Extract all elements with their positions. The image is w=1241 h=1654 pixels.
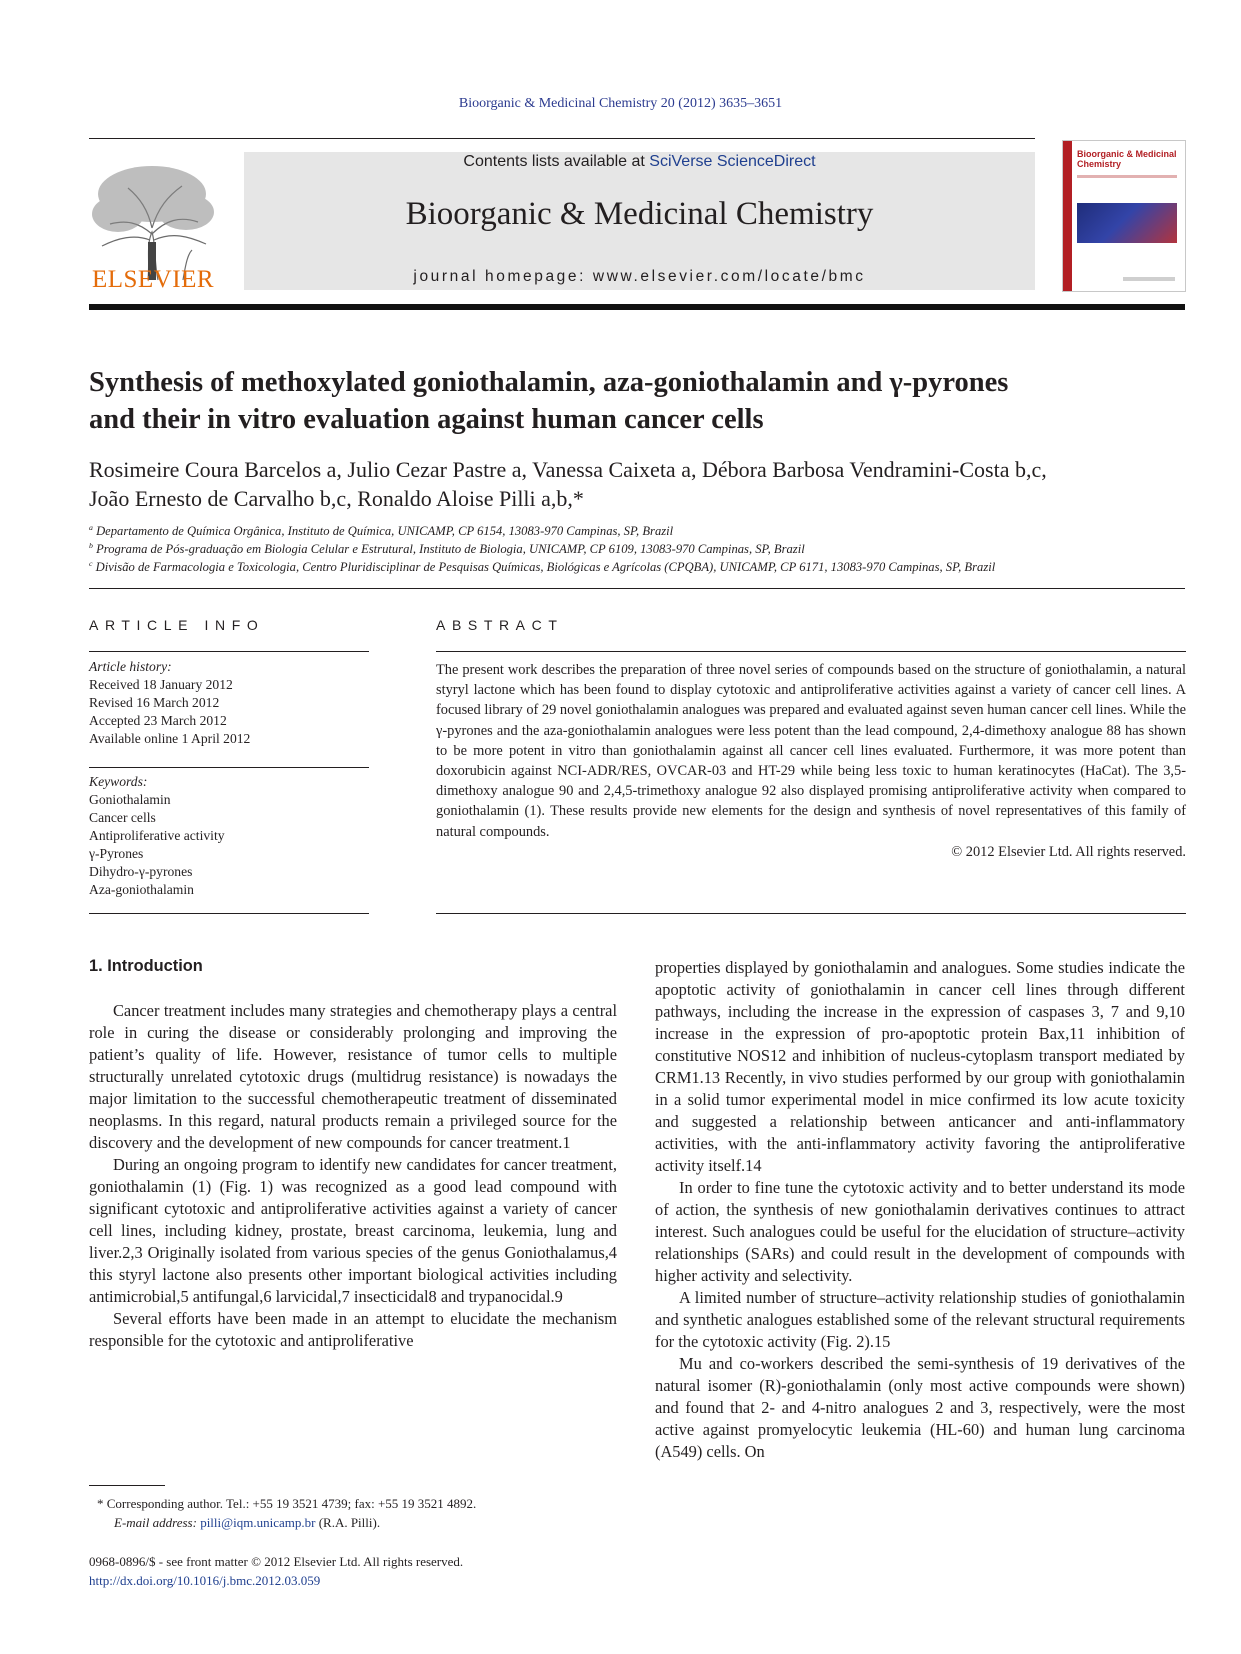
journal-citation: Bioorganic & Medicinal Chemistry 20 (2012) 3635–3651: [458, 96, 783, 111]
history-revised: Revised 16 March 2012: [89, 695, 220, 710]
author-list: [89, 455, 1189, 513]
keyword-item: γ-Pyrones: [89, 846, 144, 861]
article-info-bottom-rule: [89, 913, 369, 914]
contents-prefix: Contents lists available at: [463, 153, 650, 170]
sciencedirect-link[interactable]: SciVerse ScienceDirect: [649, 153, 816, 170]
issn-line: 0968-0896/$ - see front matter © 2012 Elsevier Ltd. All rights reserved.: [89, 1554, 464, 1569]
abstract-bottom-rule: [436, 913, 1186, 914]
abstract-heading: ABSTRACT: [436, 617, 564, 633]
history-online: Available online 1 April 2012: [89, 731, 251, 746]
article-info-rule: [89, 651, 369, 652]
keywords-rule: [89, 767, 369, 768]
history-label: Article history:: [89, 659, 172, 674]
affiliations-rule: [89, 588, 1185, 589]
left-column: [89, 1000, 617, 1352]
email-label: E-mail address:: [114, 1515, 201, 1530]
paragraph: In order to fine tune the cytotoxic activity and to better understand its mode of action, the synthesis of new goniothalamin derivatives continues to attract interest. Such analogues could be useful for the elucidation of structure–activity relationships (SARs) and could result in the development of compounds with higher activity and selectivity.: [655, 1178, 1185, 1285]
keyword-item: Antiproliferative activity: [89, 828, 225, 843]
email-link[interactable]: pilli@iqm.unicamp.br: [200, 1515, 316, 1530]
affiliation-a: $^a$ Departamento de Química Orgânica, Instituto de Química, UNICAMP, CP 6154, 13083-970 Campinas, SP, Brazil: [89, 522, 674, 538]
authors-line-1: Rosimeire Coura Barcelos a, Julio Cezar Pastre a, Vanessa Caixeta a, Débora Barbosa Vendramini-Costa b,c,: [89, 457, 1047, 482]
paragraph: Several efforts have been made in an attempt to elucidate the mechanism responsible for the cytotoxic and antiproliferative: [89, 1309, 617, 1350]
abstract-body: [436, 660, 1186, 862]
authors-line-2: João Ernesto de Carvalho b,c, Ronaldo Aloise Pilli a,b,*: [89, 486, 584, 511]
footnote-rule: [89, 1485, 165, 1486]
journal-title: Bioorganic & Medicinal Chemistry: [405, 196, 874, 232]
header-thick-rule: [89, 304, 1185, 310]
keywords: [89, 773, 369, 899]
email-line: [114, 1513, 634, 1532]
history-received: Received 18 January 2012: [89, 677, 233, 692]
abstract-text: The present work describes the preparation of three novel series of compounds based on the structure of goniothalamin, a natural styryl lactone which has been found to display cytotoxic and antiproliferative activities against a variety of cancer cell lines. A focused library of 29 novel goniothalamin analogues was prepared and evaluated against seven human cancer cell lines. While the γ-pyrones and the aza-goniothalamin analogues were less potent than the lead compound, 2,4-dimethoxy analogue 88 has shown to be more potent in vitro than goniothalamin against all cancer cell lines evaluated. Furthermore, it was more potent than doxorubicin against NCI-ADR/RES, OVCAR-03 and HT-29 while being less toxic to human keratinocytes (HaCat). The 3,5-dimethoxy analogue 90 and 2,4,5-trimethoxy analogue 92 also displayed promising antiproliferative activity when compared to goniothalamin (1). These results provide new elements for the design and synthesis of novel representatives of this family of natural compounds.: [436, 662, 1186, 840]
header-rule: [89, 138, 1035, 139]
history-accepted: Accepted 23 March 2012: [89, 713, 227, 728]
abstract-rule: [436, 651, 1186, 652]
article-history: [89, 658, 369, 748]
corresponding-author: * Corresponding author. Tel.: +55 19 3521 4739; fax: +55 19 3521 4892.: [97, 1496, 477, 1511]
cover-title: Bioorganic & Medicinal Chemistry: [1077, 149, 1177, 169]
paragraph: Cancer treatment includes many strategies and chemotherapy plays a central role in curing the disease or considerably prolonging and improving the patient’s quality of life. However, resistance of tumor cells to multiple structurally unrelated cytotoxic drugs (multidrug resistance) is nowadays the major limitation to the successful chemotherapeutic treatment of disseminated neoplasms. In this regard, natural products remain a privileged source for the discovery and the development of new compounds for cancer treatment.1: [89, 1001, 617, 1152]
affiliation-c: $^c$ Divisão de Farmacologia e Toxicologia, Centro Pluridisciplinar de Pesquisas Químicas, Biológicas e Agrícolas (CPQBA), UNICAMP, CP 6171, 13083-970 Campinas, SP, Brazil: [89, 558, 996, 574]
article-info-heading: ARTICLE INFO: [89, 617, 265, 633]
publisher-name: ELSEVIER: [91, 266, 215, 293]
keyword-item: Aza-goniothalamin: [89, 882, 194, 897]
paragraph: A limited number of structure–activity relationship studies of goniothalamin and synthetic analogues established some of the relevant structural requirements for the cytotoxic activity (Fig. 2).15: [655, 1288, 1185, 1351]
abstract-copyright: © 2012 Elsevier Ltd. All rights reserved.: [951, 843, 1186, 860]
paragraph: Mu and co-workers described the semi-synthesis of 19 derivatives of the natural isomer (R)-goniothalamin (only most active compounds were shown) and found that 2- and 4-nitro analogues 2 and 3, respectively, were the most active against promyelocytic leukemia (HL-60) and human lung carcinoma (A549) cells. On: [655, 1354, 1185, 1461]
doi-link[interactable]: http://dx.doi.org/10.1016/j.bmc.2012.03.059: [89, 1573, 321, 1588]
article-title: [89, 364, 1189, 438]
keyword-item: Cancer cells: [89, 810, 156, 825]
right-column: [655, 957, 1185, 1463]
paragraph: During an ongoing program to identify new candidates for cancer treatment, goniothalamin (1) (Fig. 1) was recognized as a good lead compound with significant cytotoxic and antiproliferative activities against a variety of cancer cell lines, including kidney, prostate, breast carcinoma, leukemia, lung and liver.2,3 Originally isolated from various species of the genus Goniothalamus,4 this styryl lactone also presents other important biological activities including antimicrobial,5 antifungal,6 larvicidal,7 insecticidal8 and trypanocidal.9: [89, 1155, 617, 1306]
journal-homepage[interactable]: journal homepage: www.elsevier.com/locate/bmc: [413, 268, 866, 285]
keyword-item: Dihydro-γ-pyrones: [89, 864, 193, 879]
journal-cover-image: [1062, 140, 1186, 292]
paragraph: properties displayed by goniothalamin and analogues. Some studies indicate the apoptotic activity of goniothalamin in cancer cell lines through different pathways, including the increase in the expression of caspases 3, 7 and 9,10 increase in the expression of pro-apoptotic protein Bax,11 inhibition of constitutive NOS12 and inhibition of nucleus-cytoplasm transport mediated by CRM1.13 Recently, in vivo studies performed by our group with goniothalamin in a solid tumor experimental model in mice confirmed its low acute toxicity and suggested a relationship between anticancer and anti-inflammatory activities, with the anti-inflammatory activity favoring the antiproliferative activity itself.14: [655, 958, 1185, 1175]
title-line-2: and their in vitro evaluation against human cancer cells: [89, 404, 764, 435]
keyword-item: Goniothalamin: [89, 792, 171, 807]
keywords-label: Keywords:: [89, 774, 148, 789]
affiliation-b: $^b$ Programa de Pós-graduação em Biologia Celular e Estrutural, Instituto de Biologia, UNICAMP, CP 6109, 13083-970 Campinas, SP, Brazil: [89, 540, 805, 556]
email-suffix: (R.A. Pilli).: [315, 1515, 381, 1530]
contents-line: [244, 153, 1035, 171]
title-line-1: Synthesis of methoxylated goniothalamin, aza-goniothalamin and γ-pyrones: [89, 367, 1009, 398]
section-heading-introduction: 1. Introduction: [89, 957, 203, 975]
